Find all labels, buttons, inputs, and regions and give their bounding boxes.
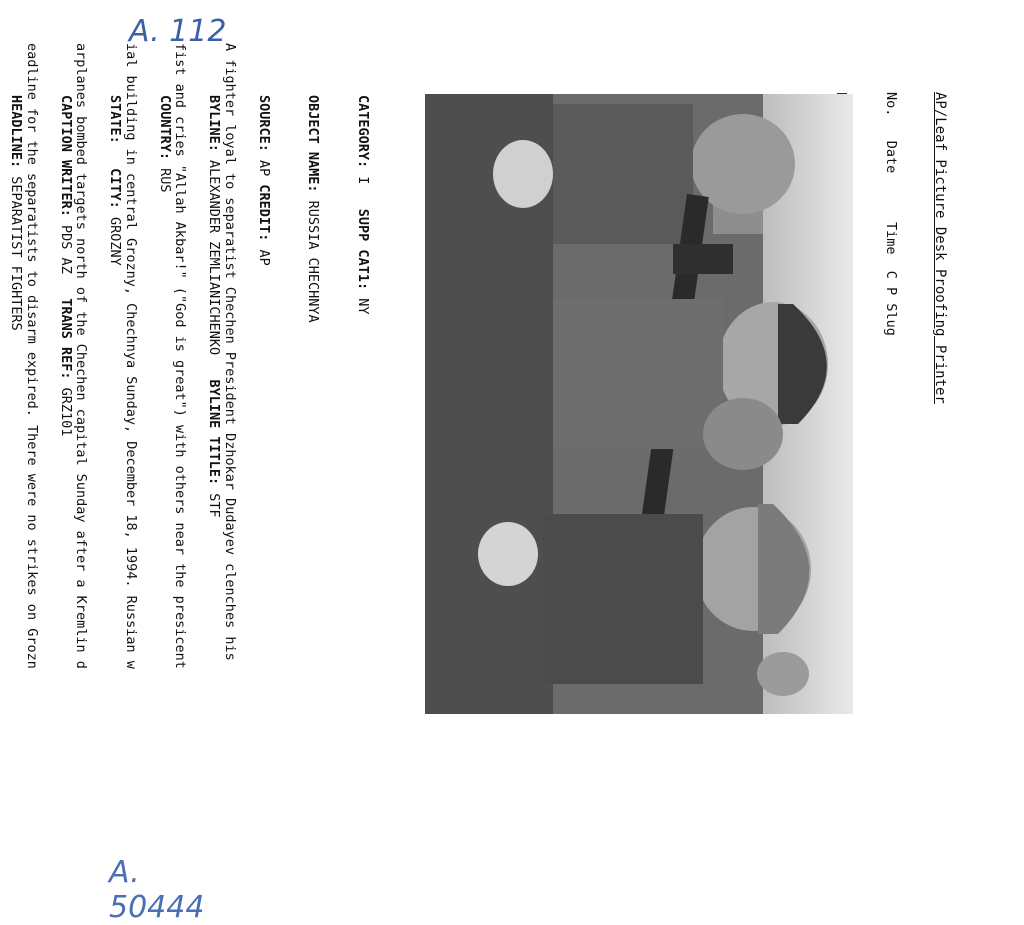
caption-line: ial building in central Grozny, Chechnya Sunday, December 18, 1994. Russian w <box>123 43 139 669</box>
news-photo <box>425 94 853 714</box>
caption-line: eadline for the separatists to disarm expired. There were no strikes on Grozn <box>24 43 40 669</box>
meta-row-byline: BYLINE: ALEXANDER ZEMLIANICHENKO BYLINE TITLE: STF <box>206 95 223 518</box>
document-title: AP/Leaf Picture Desk Proofing Printer <box>932 92 948 404</box>
header-labels: No. Date Time C P Slug <box>883 92 899 336</box>
meta-row-caption-writer: CAPTION WRITER: PDS AZ TRANS REF: GRZ101 <box>58 95 74 437</box>
caption-line: A fighter loyal to separatist Chechen President Dzhokar Dudayev clenches his <box>222 43 238 661</box>
caption-line: fist and cries "Allah Akbar!" ("God is great") with others near the presicent <box>172 43 189 669</box>
meta-row-category: CATEGORY: I SUPP CAT1: NY <box>355 95 371 315</box>
meta-row-object: OBJECT NAME: RUSSIA CHECHNYA <box>305 95 322 323</box>
handwritten-mark: A. 112 <box>129 14 227 49</box>
meta-row-source: SOURCE: AP CREDIT: AP <box>256 95 272 266</box>
photo-illustration <box>425 94 853 714</box>
meta-row-country: COUNTRY: RUS <box>157 95 173 193</box>
meta-row-headline: HEADLINE: SEPARATIST FIGHTERS <box>8 95 25 331</box>
handwritten-archive-number: A. 50444 <box>109 855 205 925</box>
photo-caption <box>0 43 271 743</box>
caption-line: arplanes bombed targets north of the Chechen capital Sunday after a Kremlin d <box>73 43 90 669</box>
meta-row-state: STATE: CITY: GROZNY <box>107 95 124 266</box>
